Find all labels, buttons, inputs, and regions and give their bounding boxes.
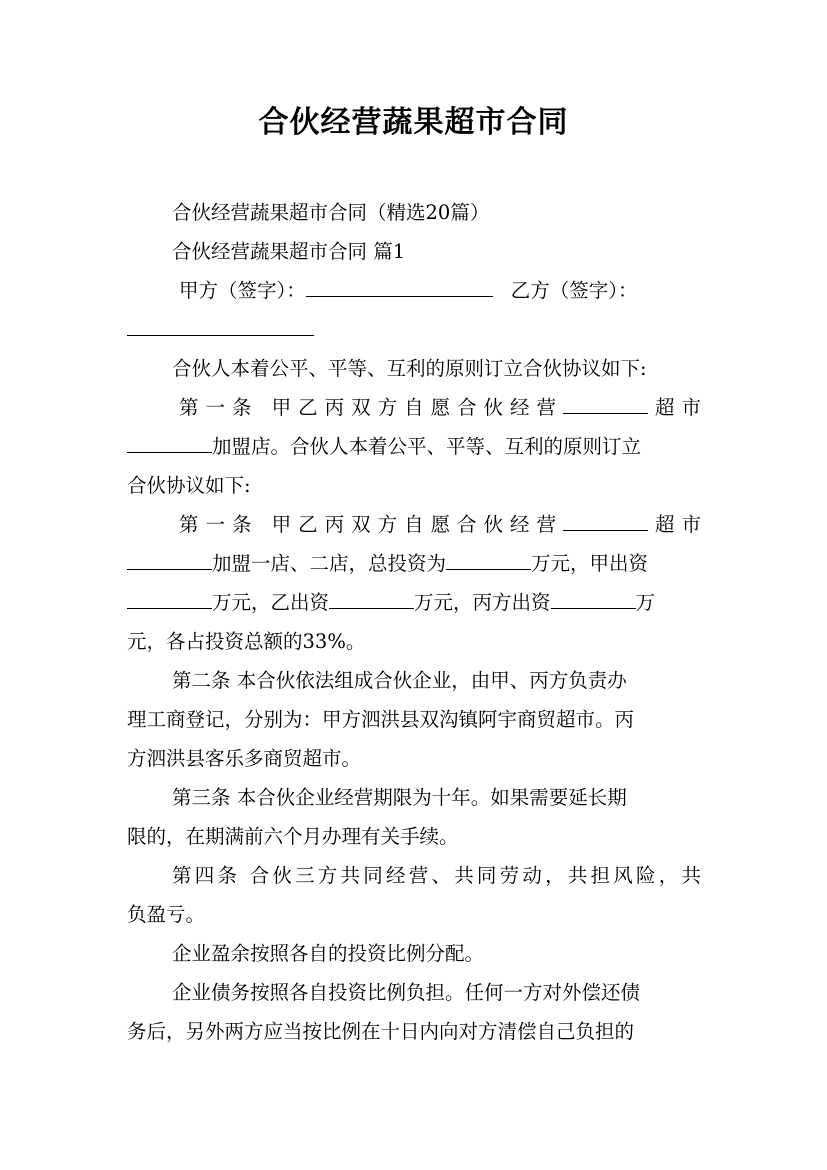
document-title: 合伙经营蔬果超市合同 [258,105,569,140]
article-1-a-line-3: 合伙协议如下: [127,474,251,497]
blank-field [551,590,636,609]
signature-line-2 [127,317,701,343]
article-1-b-line-3: 万元，乙出资 万元，丙方出资 万 [127,590,701,616]
blank-field [329,590,414,609]
article-1-a-line-2: 加盟店。合伙人本着公平、平等、互利的原则订立 [127,434,701,460]
article-3-line-1: 第三条 本合伙企业经营期限为十年。如果需要延长期 [172,786,627,809]
article-1-b-line-2: 加盟一店、二店，总投资为 万元，甲出资 [127,551,701,577]
intro-paragraph: 合伙人本着公平、平等、互利的原则订立合伙协议如下: [172,357,647,380]
debt-line-2: 务后，另外两方应当按比例在十日内向对方清偿自己负担的 [127,1020,635,1043]
section-heading: 合伙经营蔬果超市合同 篇1 [172,240,406,263]
blank-field [446,551,531,570]
subtitle: 合伙经营蔬果超市合同（精选20篇） [172,201,490,224]
blank-field [127,434,212,453]
article-3-line-2: 限的，在期满前六个月办理有关手续。 [127,825,459,848]
profit-paragraph: 企业盈余按照各自的投资比例分配。 [172,942,485,965]
article-2-line-2: 理工商登记，分别为：甲方泗洪县双沟镇阿宇商贸超市。丙 [127,708,635,731]
blank-field [563,395,648,414]
blank-field [563,512,648,531]
article-2-line-3: 方泗洪县客乐多商贸超市。 [127,747,362,770]
debt-line-1: 企业债务按照各自投资比例负担。任何一方对外偿还债 [172,981,641,1004]
article-1-b-line-1: 第一条 甲乙丙双方自愿合伙经营 超市 [179,513,701,536]
blank-field [127,551,212,570]
article-4-line-1: 第四条 合伙三方共同经营、共同劳动，共担风险，共 [172,864,701,887]
article-1-b-line-4: 元，各占投资总额的33%。 [127,630,366,653]
article-1-a-line-1: 第一条 甲乙丙双方自愿合伙经营 超市 [179,396,701,419]
party-b-label: 乙方（签字）： [510,279,638,302]
blank-field [127,590,212,609]
party-a-signature-blank [306,278,493,297]
party-a-label: 甲方（签字）： [179,279,306,302]
article-2-line-1: 第二条 本合伙依法组成合伙企业，由甲、丙方负责办 [172,669,627,692]
signature-line [127,278,701,304]
article-4-line-2: 负盈亏。 [127,903,206,926]
party-b-signature-blank [127,317,314,336]
